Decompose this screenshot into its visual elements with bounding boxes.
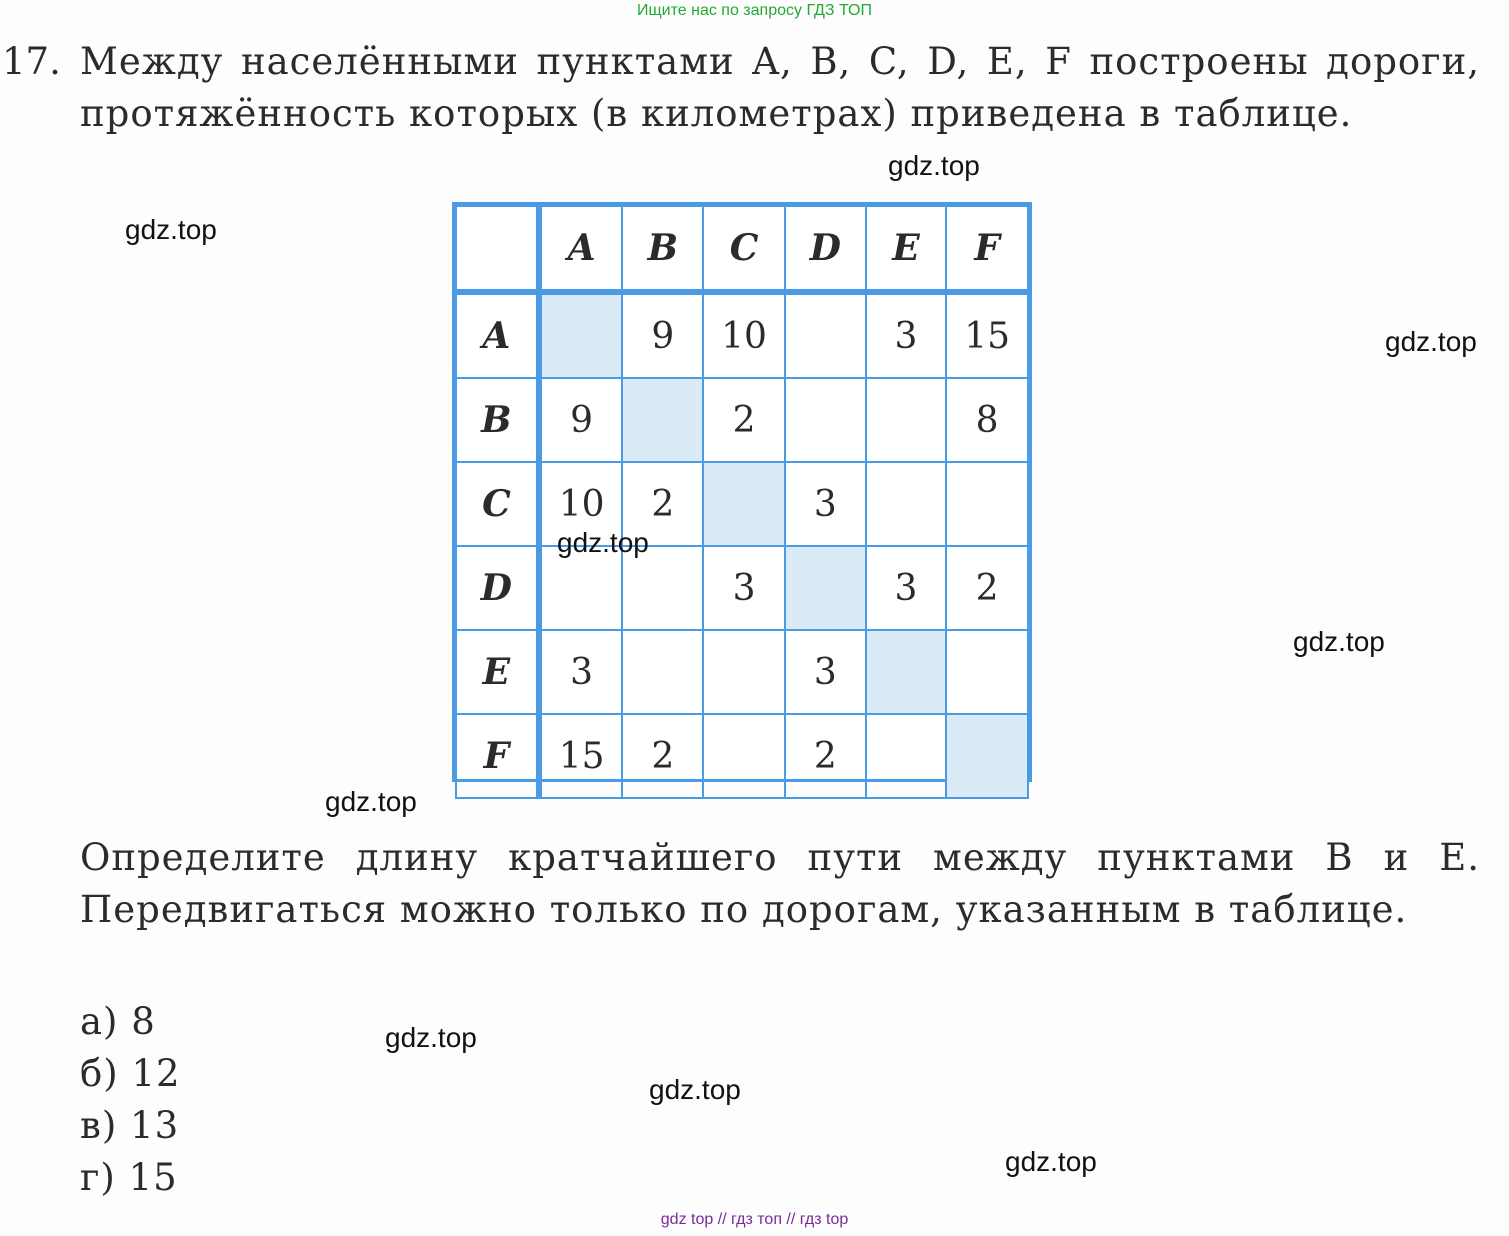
option-d[interactable] bbox=[80, 1152, 178, 1204]
option-c[interactable] bbox=[80, 1100, 179, 1152]
table-cell bbox=[785, 292, 866, 378]
table-cell: 2 bbox=[622, 462, 703, 546]
table-cell bbox=[622, 630, 703, 714]
table-cell: 3 bbox=[785, 630, 866, 714]
table-cell: 3 bbox=[539, 630, 623, 714]
table-row bbox=[456, 292, 1028, 378]
watermark: gdz.top bbox=[888, 150, 980, 181]
watermark: gdz.top bbox=[1385, 326, 1477, 357]
table-cell bbox=[785, 378, 866, 462]
table-row bbox=[456, 378, 1028, 462]
table-row bbox=[456, 546, 1028, 630]
question-task: Определите длину кратчайшего пути между пунктами B и E. Передвигаться можно только по дорогам, указанным в таблице. bbox=[80, 836, 1480, 931]
table-cell bbox=[946, 714, 1028, 798]
table-cell bbox=[785, 546, 866, 630]
column-header: D bbox=[785, 206, 866, 292]
table-cell bbox=[866, 462, 947, 546]
table-cell: 2 bbox=[785, 714, 866, 798]
table-cell: 3 bbox=[703, 546, 785, 630]
column-header: C bbox=[703, 206, 785, 292]
option-b[interactable] bbox=[80, 1048, 181, 1100]
table-corner bbox=[456, 206, 539, 292]
table-cell bbox=[866, 378, 947, 462]
table-cell: 10 bbox=[703, 292, 785, 378]
watermark: gdz.top bbox=[649, 1074, 741, 1105]
table-row bbox=[456, 630, 1028, 714]
table-row bbox=[456, 714, 1028, 798]
option-label: г) bbox=[80, 1156, 116, 1199]
watermark: gdz.top bbox=[1005, 1146, 1097, 1177]
question-intro: Между населёнными пунктами A, B, C, D, E, F построены дороги, протяжённость которых (в километрах) приведена в таблице. bbox=[80, 40, 1480, 135]
row-header: E bbox=[456, 630, 539, 714]
table-cell bbox=[539, 292, 623, 378]
table-row bbox=[456, 462, 1028, 546]
table-cell: 2 bbox=[946, 546, 1028, 630]
watermark: gdz.top bbox=[325, 786, 417, 817]
option-label: а) bbox=[80, 1000, 119, 1043]
table-cell: 3 bbox=[866, 292, 947, 378]
distance-table bbox=[452, 202, 1032, 782]
table-cell bbox=[703, 630, 785, 714]
table-cell bbox=[946, 462, 1028, 546]
column-header: A bbox=[539, 206, 623, 292]
row-header: A bbox=[456, 292, 539, 378]
table-cell: 10 bbox=[539, 462, 623, 546]
table-cell: 3 bbox=[866, 546, 947, 630]
table-cell: 15 bbox=[946, 292, 1028, 378]
table-cell: 8 bbox=[946, 378, 1028, 462]
table-cell bbox=[703, 714, 785, 798]
table-cell: 9 bbox=[539, 378, 623, 462]
table-cell: 2 bbox=[622, 714, 703, 798]
option-label: б) bbox=[80, 1052, 119, 1095]
option-value: 8 bbox=[131, 1000, 156, 1043]
table-cell: 9 bbox=[622, 292, 703, 378]
watermark: gdz.top bbox=[125, 214, 217, 245]
row-header: B bbox=[456, 378, 539, 462]
row-header: F bbox=[456, 714, 539, 798]
table-cell bbox=[703, 462, 785, 546]
option-label: в) bbox=[80, 1104, 118, 1147]
question-number: 17. bbox=[2, 40, 61, 83]
table-cell: 3 bbox=[785, 462, 866, 546]
option-value: 15 bbox=[128, 1156, 178, 1199]
top-banner[interactable]: Ищите нас по запросу ГДЗ ТОП bbox=[637, 2, 872, 19]
watermark: gdz.top bbox=[385, 1022, 477, 1053]
table-cell bbox=[866, 630, 947, 714]
column-header: B bbox=[622, 206, 703, 292]
table-cell bbox=[866, 714, 947, 798]
row-header: C bbox=[456, 462, 539, 546]
option-value: 12 bbox=[131, 1052, 181, 1095]
table-cell bbox=[946, 630, 1028, 714]
table-cell: 2 bbox=[703, 378, 785, 462]
option-value: 13 bbox=[130, 1104, 180, 1147]
bottom-banner[interactable]: gdz top // гдз топ // гдз top bbox=[660, 1211, 849, 1228]
option-a[interactable] bbox=[80, 996, 156, 1048]
table-cell: 15 bbox=[539, 714, 623, 798]
column-header: F bbox=[946, 206, 1028, 292]
column-header: E bbox=[866, 206, 947, 292]
table-cell bbox=[622, 378, 703, 462]
watermark: gdz.top bbox=[557, 527, 649, 558]
row-header: D bbox=[456, 546, 539, 630]
watermark: gdz.top bbox=[1293, 626, 1385, 657]
